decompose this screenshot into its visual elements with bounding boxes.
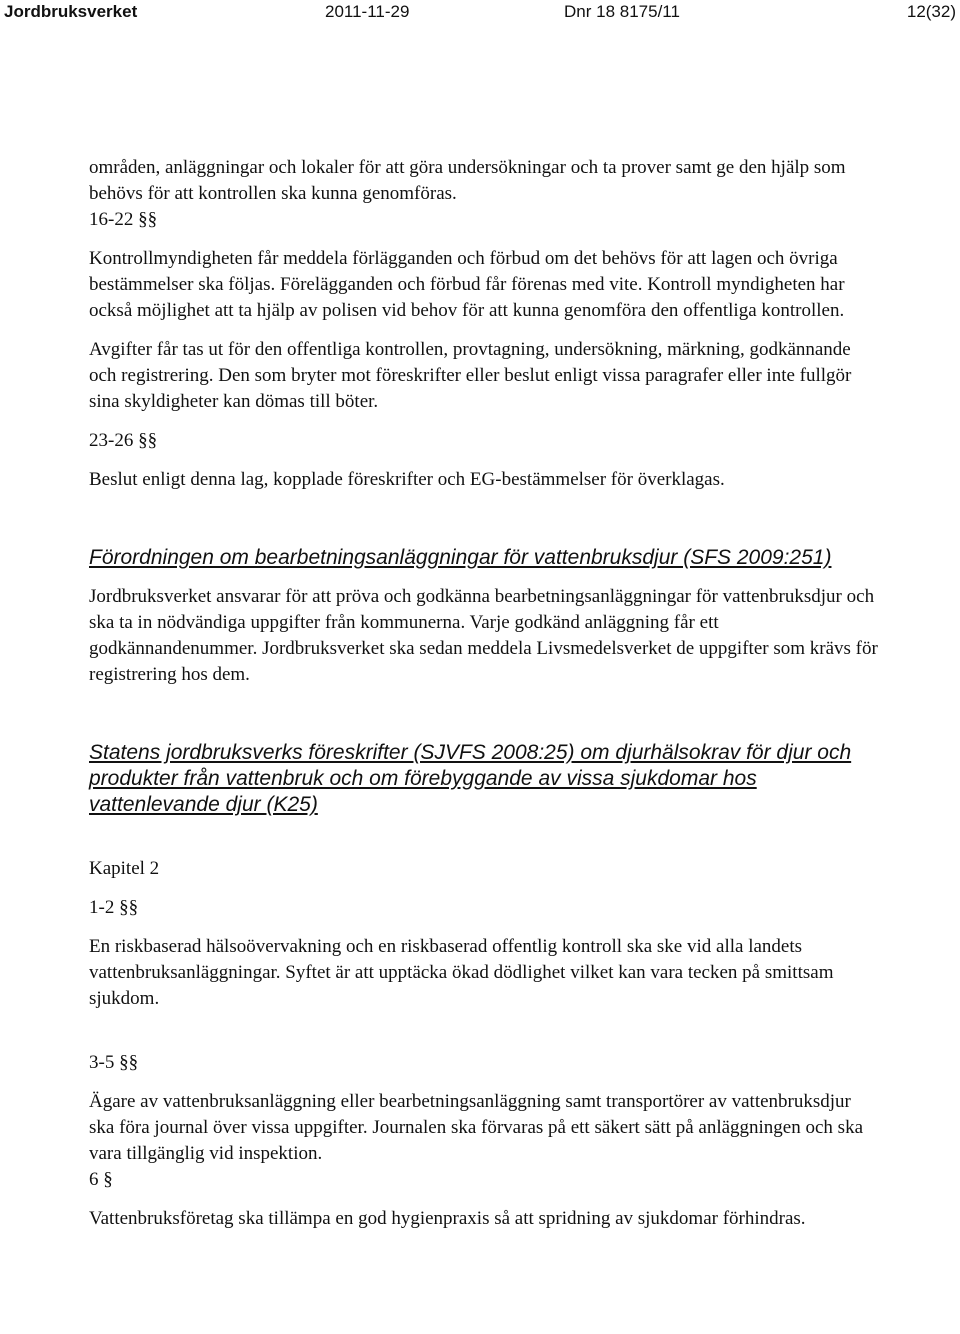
header-organization: Jordbruksverket bbox=[4, 2, 138, 21]
paragraph: Vattenbruksföretag ska tillämpa en god hygienpraxis så att spridning av sjukdomar förhindras. bbox=[89, 1208, 806, 1229]
paragraph: En riskbaserad hälsoövervakning och en riskbaserad offentlig kontroll ska ske vid alla landets vattenbruksanläggningar. Syftet är att upptäcka ökad dödlighet vilket kan vara tecken på smittsam sjukdom. bbox=[89, 936, 834, 1009]
section-reference: 6 § bbox=[89, 1169, 113, 1190]
page-header bbox=[0, 0, 960, 24]
header-page-number: 12(32) bbox=[906, 2, 956, 21]
chapter-label: Kapitel 2 bbox=[89, 858, 160, 879]
section-reference: 3-5 §§ bbox=[89, 1052, 139, 1073]
paragraph: områden, anläggningar och lokaler för att göra undersökningar och ta prover samt ge den hjälp som behövs för att kontrollen ska kunna genomföras. bbox=[89, 157, 846, 204]
header-date: 2011-11-29 bbox=[325, 2, 410, 21]
paragraph: Kontrollmyndigheten får meddela förlägganden och förbud om det behövs för att lagen och övriga bestämmelser ska följas. Förelägganden och förbud får förenas med vite. Kontroll myndigheten har också möjlighet att ta hjälp av polisen vid behov för att kunna genomföra den offentliga kontrollen. bbox=[89, 248, 845, 321]
section-reference: 23-26 §§ bbox=[89, 430, 158, 451]
paragraph: Beslut enligt denna lag, kopplade föreskrifter och EG-bestämmelser för överklagas. bbox=[89, 469, 725, 490]
paragraph: Jordbruksverket ansvarar för att pröva och godkänna bearbetningsanläggningar för vattenbruksdjur och ska ta in nödvändiga uppgifter från kommunerna. Varje godkänd anläggning får ett godkännandenummer. Jordbruksverket ska sedan meddela Livsmedelsverket de uppgifter som krävs för registrering hos dem. bbox=[89, 586, 878, 685]
document-body bbox=[89, 155, 879, 1232]
section-heading: Förordningen om bearbetningsanläggningar för vattenbruksdjur (SFS 2009:251) bbox=[89, 546, 832, 569]
section-reference: 1-2 §§ bbox=[89, 897, 139, 918]
paragraph: Ägare av vattenbruksanläggning eller bearbetningsanläggning samt transportörer av vattenbruksdjur ska föra journal över vissa uppgifter. Journalen ska förvaras på ett säkert sätt på anläggningen och ska vara tillgänglig vid inspektion. bbox=[89, 1091, 863, 1164]
section-reference: 16-22 §§ bbox=[89, 209, 158, 230]
section-heading: Statens jordbruksverks föreskrifter (SJVFS 2008:25) om djurhälsokrav för djur och produkter från vattenbruk och om förebyggande av vissa sjukdomar hos vattenlevande djur (K25) bbox=[89, 741, 852, 816]
header-reference-number: Dnr 18 8175/11 bbox=[564, 2, 680, 21]
paragraph: Avgifter får tas ut för den offentliga kontrollen, provtagning, undersökning, märkning, godkännande och registrering. Den som bryter mot föreskrifter eller beslut enligt vissa paragrafer eller inte fullgör sina skyldigheter kan dömas till böter. bbox=[89, 339, 852, 412]
